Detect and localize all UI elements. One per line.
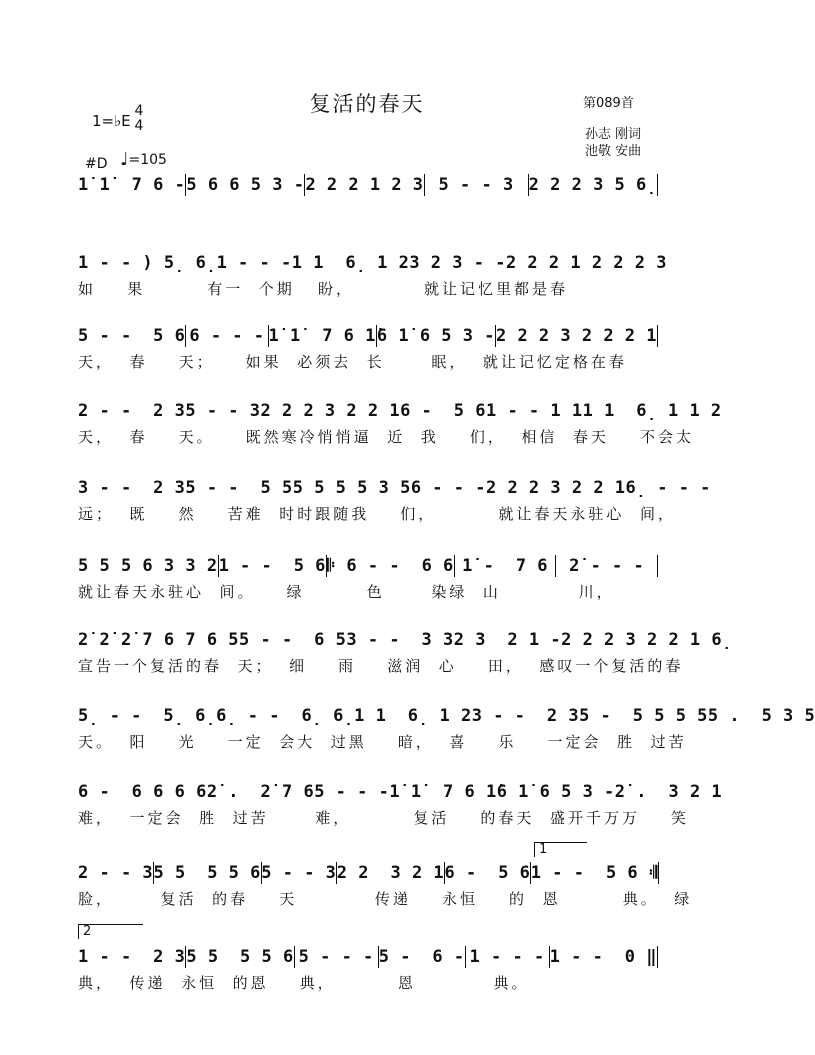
measure: 1 - - - bbox=[216, 253, 292, 273]
measure: 5 - 6 - bbox=[378, 947, 465, 967]
staff-row bbox=[78, 703, 815, 753]
measure: 6̣ - - 6̣ 6̣ bbox=[216, 706, 355, 726]
measure: 2 2 2 3 2 2 1 6̣ bbox=[561, 630, 733, 650]
time-numerator: 4 bbox=[134, 103, 144, 119]
measure: 1̇ 1̇ 7 6 1̇ bbox=[268, 326, 376, 346]
music-line bbox=[78, 323, 658, 349]
measure: 3 - - 3 3 bbox=[346, 630, 454, 650]
measure: 2̇ - - - bbox=[569, 556, 645, 576]
measure: 3 - - 2 3 bbox=[471, 706, 580, 726]
song-title: 复活的春天 bbox=[309, 92, 425, 116]
measure: 1 1 6̣ 1 2 bbox=[291, 253, 410, 273]
measure: 5 - - 3 bbox=[185, 401, 261, 421]
staff-row bbox=[78, 627, 733, 677]
measure: 5 6 6 5 3 - bbox=[186, 175, 305, 195]
measure: 1 - - 0 ‖ bbox=[549, 947, 657, 967]
measure: 5 5 5 5 3 5 bbox=[292, 478, 411, 498]
barline bbox=[657, 174, 658, 196]
song-number: 第089首 bbox=[583, 96, 634, 111]
key-signature: 1=♭E bbox=[92, 112, 131, 130]
lyric-line: 天， 春 天。 既然寒冷悄悄逼 近 我 们， 相信 春天 不会太 bbox=[78, 427, 694, 446]
measure: 5 . 5 3 5 bbox=[707, 706, 815, 726]
measure: 2 2 3 2 1 bbox=[336, 863, 445, 883]
measure: 2̇ . 2̇ 7 6 bbox=[206, 782, 315, 802]
measure: 5 5 5 5 6 bbox=[153, 863, 261, 883]
measure: 3 2 3 - - bbox=[409, 253, 506, 273]
lyric-line: 远； 既 然 苦难 时时跟随我 们， 就让春天永驻心 间， bbox=[78, 504, 676, 523]
measure: 6̣ - - - bbox=[625, 478, 711, 498]
measure: 2 2 2 3 2 2 2 1 bbox=[495, 326, 657, 346]
staff-row bbox=[78, 172, 658, 222]
measure: 1 1 6̣ 1 1 2 bbox=[582, 401, 722, 421]
staff-row bbox=[78, 779, 723, 829]
lyric-line bbox=[78, 198, 658, 222]
staff-row bbox=[78, 553, 658, 603]
music-line bbox=[78, 475, 711, 501]
music-line bbox=[78, 172, 658, 198]
measure: 3 - - 2 3 bbox=[78, 478, 186, 498]
lyric-line: 天， 春 天； 如果 必须去 长 眠， 就让记忆定格在春 bbox=[78, 352, 627, 371]
measure: 6 - - - bbox=[410, 478, 486, 498]
measure: 6 - 5 6 bbox=[400, 401, 486, 421]
measure: 1 - - - bbox=[469, 947, 545, 967]
volta-bracket: 1 bbox=[534, 842, 587, 857]
measure: 6 - - - bbox=[189, 326, 265, 346]
measure: 6 1̇ 6 5 3 - bbox=[496, 782, 615, 802]
measure: 1 - - 5 6 bbox=[218, 556, 326, 576]
measure: 2̇ 2̇ 2̇ 7 6 7 6 5 bbox=[78, 630, 240, 650]
measure: 5 5 5 6 3 3 2 bbox=[78, 556, 218, 576]
composer-credit: 池敬 安曲 bbox=[585, 144, 642, 159]
measure: 5 5 5 5 6 bbox=[186, 947, 294, 967]
measure: 1 - - 1 1 bbox=[485, 401, 583, 421]
music-line bbox=[78, 779, 723, 805]
lyric-line: 如 果 有一 个期 盼， 就让记忆里都是春 bbox=[78, 279, 568, 298]
tempo-value: =105 bbox=[128, 152, 167, 168]
mode-marking: #D bbox=[85, 156, 108, 172]
measure: 1̇ 1̇ 7 6 1̇ bbox=[389, 782, 497, 802]
measure: 6 1̇ 6 5 3 - bbox=[376, 326, 495, 346]
time-signature bbox=[133, 104, 145, 134]
measure: 𝄆 6 - - 6 6 bbox=[326, 556, 454, 576]
measure: 1 1 6̣ 1 2 bbox=[354, 706, 472, 726]
measure: 5 - - 3 bbox=[261, 863, 337, 883]
staff-row bbox=[78, 842, 693, 910]
measure: 5̣ - - 5̣ 6̣ bbox=[78, 706, 217, 726]
measure: 1 - - 5 6 𝄇 bbox=[530, 863, 658, 883]
lyric-line: 宣告一个复活的春 天； 细 雨 滋润 心 田， 感叹一个复活的春 bbox=[78, 656, 684, 675]
measure: 5 - 5 5 5 5 bbox=[579, 706, 708, 726]
time-denominator: 4 bbox=[134, 118, 144, 134]
lyric-line: 难， 一定会 胜 过苦 难， 复活 的春天 盛开千万万 笑 bbox=[78, 808, 690, 827]
music-line bbox=[78, 553, 658, 579]
quarter-note-icon: ♩ bbox=[120, 149, 129, 170]
staff-row bbox=[78, 250, 667, 300]
lyric-line: 天。 阳 光 一定 会大 过黑 暗， 喜 乐 一定会 胜 过苦 bbox=[78, 732, 687, 751]
music-line bbox=[78, 398, 722, 424]
volta-bracket: 2 bbox=[78, 924, 143, 939]
measure: 2 2 2 3 5 6̣ bbox=[528, 175, 657, 195]
staff-row bbox=[78, 398, 722, 448]
measure: 2 - - 3 bbox=[78, 863, 154, 883]
music-line bbox=[78, 627, 733, 653]
measure: 2 2 2 1 2 3 bbox=[305, 175, 424, 195]
measure: 2̇ . 3 2 1 bbox=[614, 782, 723, 802]
music-line bbox=[78, 250, 667, 276]
measure: 5 - - - bbox=[314, 782, 390, 802]
measure: 1̇ 1̇ 7 6 - bbox=[78, 175, 186, 195]
measure: 6 - 6 6 6 6 bbox=[78, 782, 207, 802]
measure: 5 - - 5 5 bbox=[185, 478, 293, 498]
measure: 2 2 2 3 2 2 1 bbox=[485, 478, 626, 498]
music-line bbox=[78, 860, 658, 886]
measure: 5 - - 6 5 bbox=[239, 630, 347, 650]
measure: 5 - - 5 6 bbox=[78, 326, 186, 346]
measure: 5 - - 3 bbox=[438, 175, 514, 195]
staff-row bbox=[78, 924, 658, 994]
measure: 5 - - - bbox=[298, 947, 374, 967]
measure: 1 - - ) 5̣ 6̣ bbox=[78, 253, 217, 273]
music-line bbox=[78, 944, 658, 970]
measure: 1 - - 2 3 bbox=[78, 947, 186, 967]
measure: 2 2 2 1 2 2 2 3 bbox=[505, 253, 667, 273]
measure: 2 3 2 1 - bbox=[453, 630, 562, 650]
barline bbox=[657, 946, 658, 968]
tempo-marking bbox=[120, 149, 167, 170]
measure: 1̇ - 7 6 bbox=[462, 556, 549, 576]
staff-row bbox=[78, 323, 658, 373]
barline bbox=[657, 325, 658, 347]
lyric-line: 脸， 复活 的春 天 传递 永恒 的 恩 典。 绿 bbox=[78, 889, 693, 908]
lyric-line: 典， 传递 永恒 的恩 典， 恩 典。 bbox=[78, 973, 530, 992]
music-line bbox=[78, 703, 815, 729]
measure: 6 - 5 6 bbox=[444, 863, 531, 883]
barline bbox=[657, 555, 658, 577]
measure: 2 2 2 3 2 2 1 bbox=[260, 401, 401, 421]
staff-row bbox=[78, 475, 711, 525]
lyricist-credit: 孙志 刚词 bbox=[585, 127, 642, 142]
measure: 2 - - 2 3 bbox=[78, 401, 186, 421]
lyric-line: 就让春天永驻心 间。 绿 色 染绿 山 川， bbox=[78, 582, 615, 601]
